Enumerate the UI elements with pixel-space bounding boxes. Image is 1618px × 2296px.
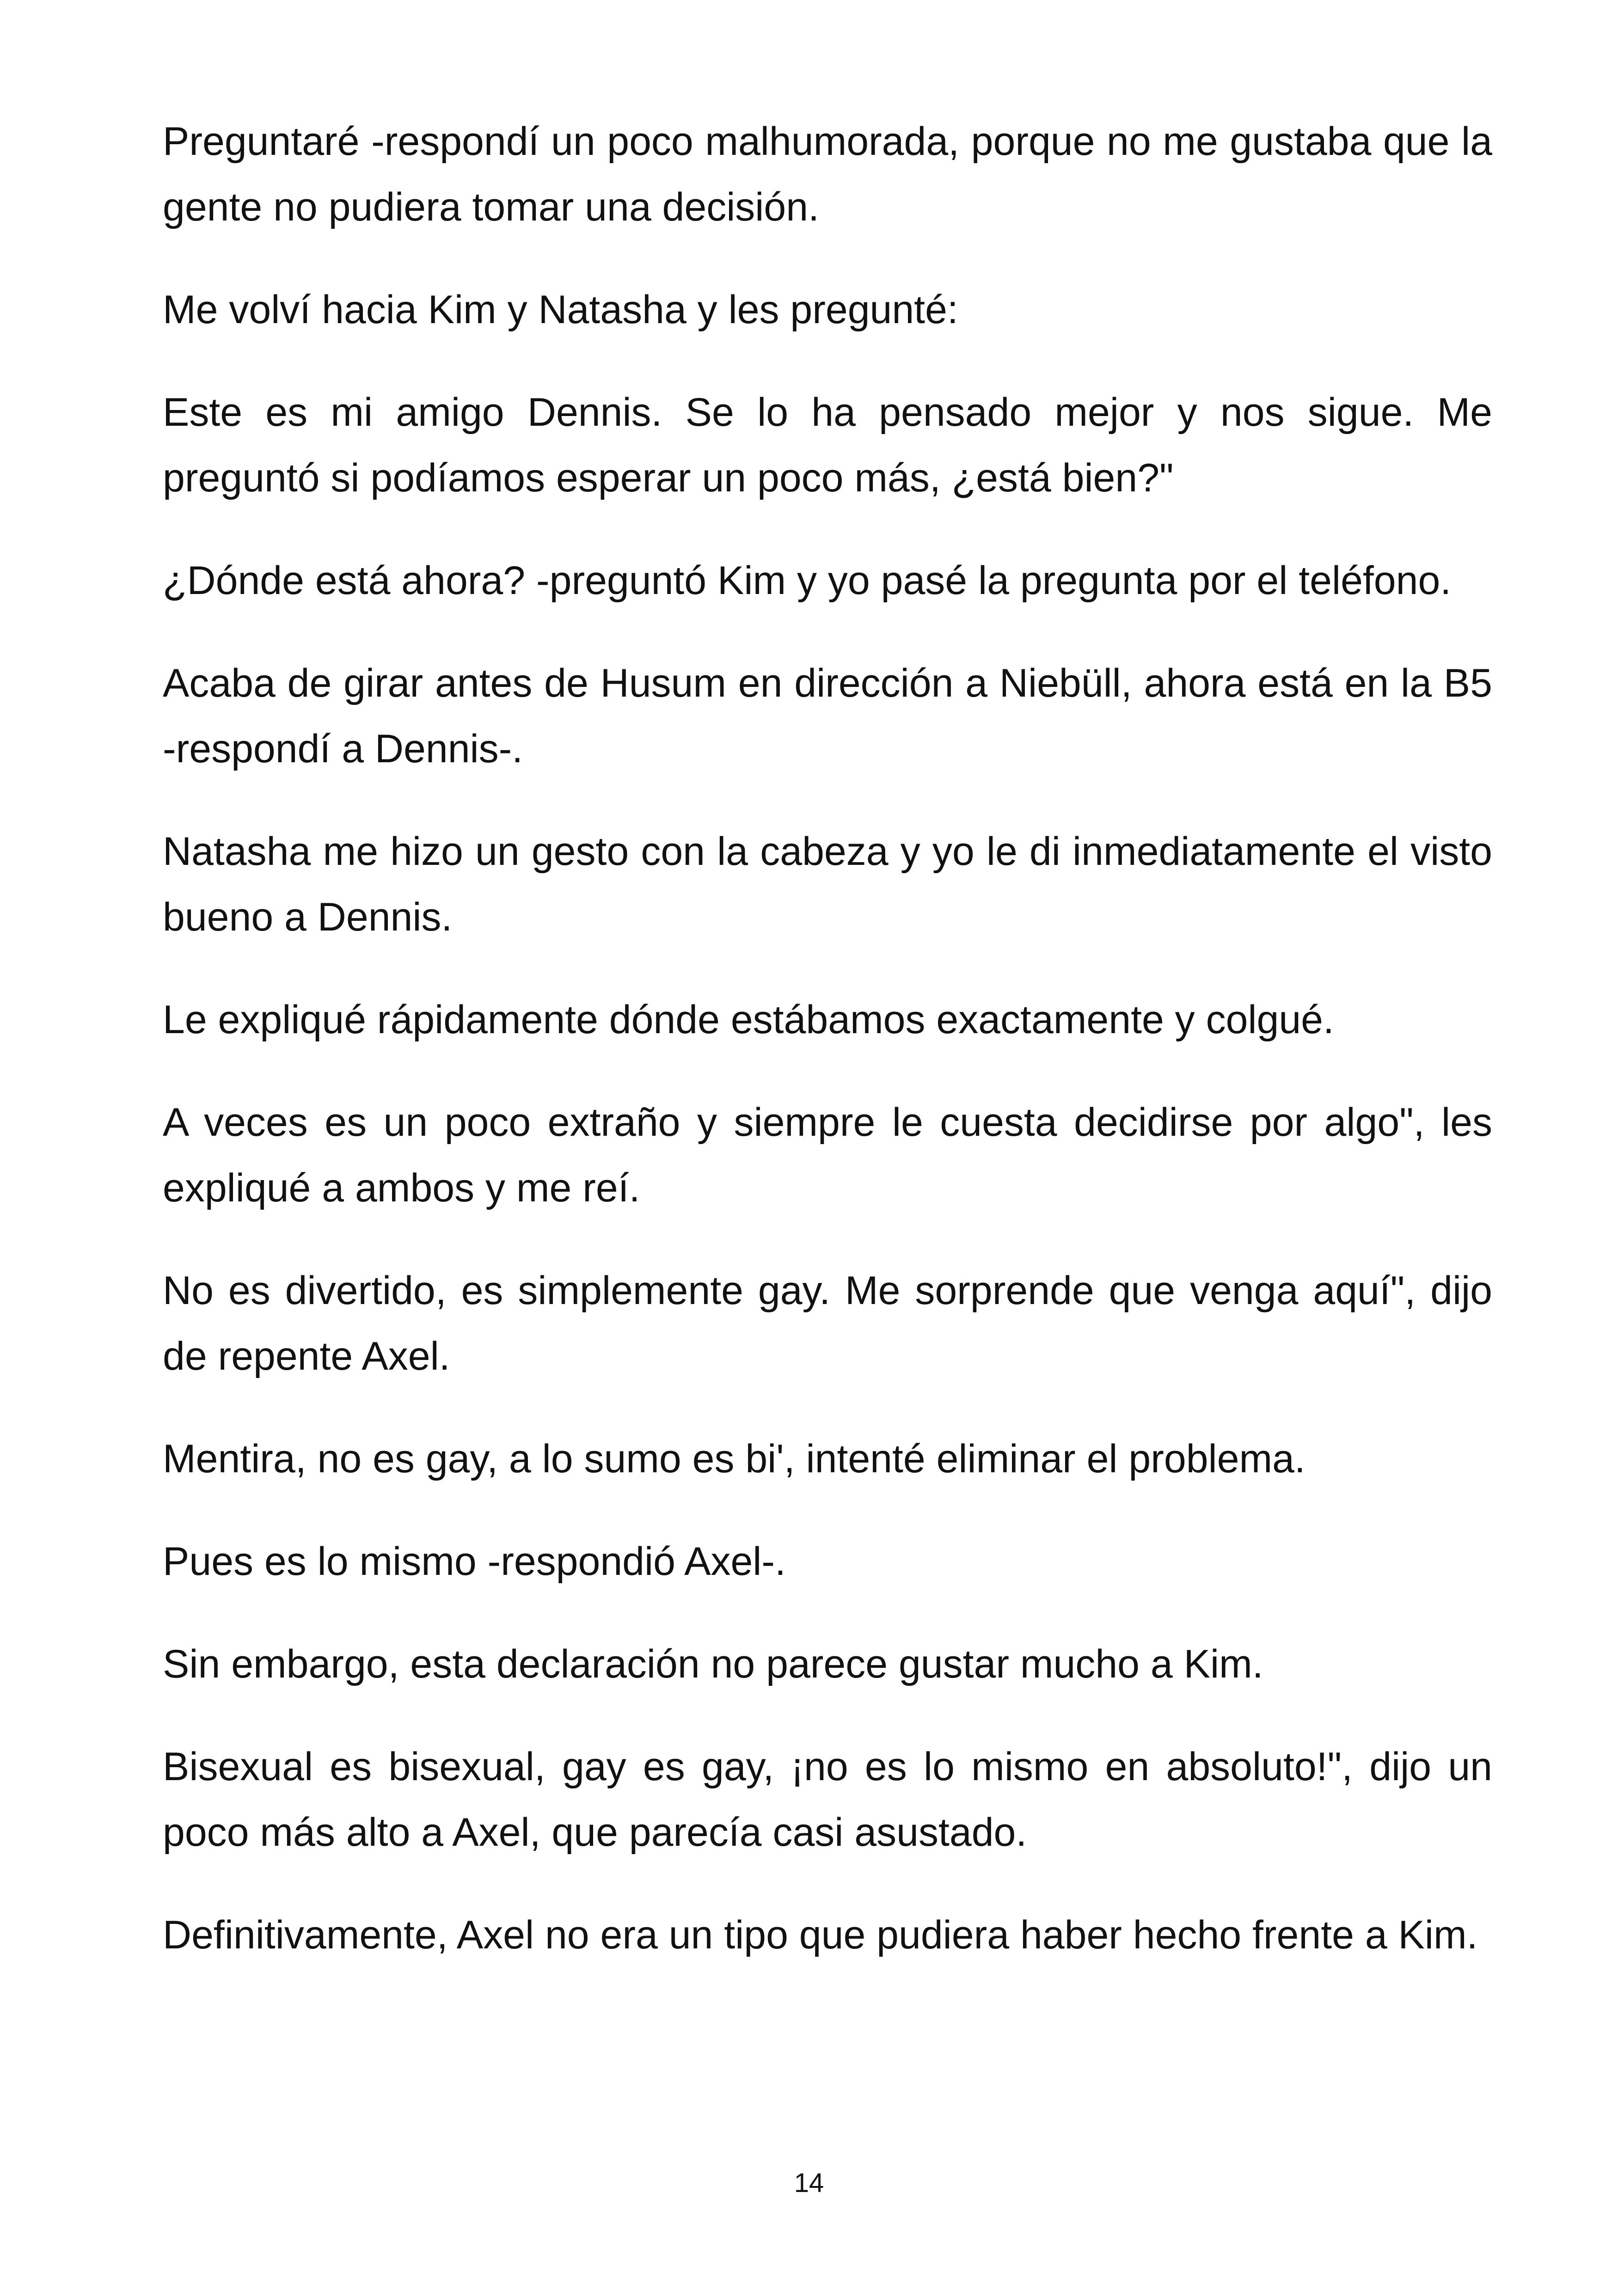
- paragraph: Bisexual es bisexual, gay es gay, ¡no es lo mismo en absoluto!", dijo un poco más alto a Axel, que parecía casi asustado.: [163, 1745, 1492, 1855]
- page-number: 14: [794, 2168, 824, 2198]
- paragraph: Acaba de girar antes de Husum en dirección a Niebüll, ahora está en la B5 -respondí a Dennis-.: [163, 661, 1492, 771]
- paragraph: Le expliqué rápidamente dónde estábamos exactamente y colgué.: [163, 998, 1334, 1042]
- paragraph: ¿Dónde está ahora? -preguntó Kim y yo pasé la pregunta por el teléfono.: [163, 558, 1452, 603]
- paragraph: Este es mi amigo Dennis. Se lo ha pensado mejor y nos sigue. Me preguntó si podíamos esperar un poco más, ¿está bien?": [163, 390, 1492, 500]
- paragraph: No es divertido, es simplemente gay. Me sorprende que venga aquí", dijo de repente Axel.: [163, 1268, 1492, 1378]
- paragraph: Sin embargo, esta declaración no parece gustar mucho a Kim.: [163, 1642, 1263, 1686]
- paragraph: Natasha me hizo un gesto con la cabeza y yo le di inmediatamente el visto bueno a Dennis.: [163, 829, 1492, 939]
- paragraph: A veces es un poco extraño y siempre le cuesta decidirse por algo", les expliqué a ambos y me reí.: [163, 1100, 1492, 1210]
- paragraph: Mentira, no es gay, a lo sumo es bi', intenté eliminar el problema.: [163, 1437, 1305, 1481]
- paragraph: Definitivamente, Axel no era un tipo que pudiera haber hecho frente a Kim.: [163, 1913, 1478, 1957]
- paragraph: Preguntaré -respondí un poco malhumorada, porque no me gustaba que la gente no pudiera tomar una decisión.: [163, 119, 1492, 229]
- paragraph: Me volví hacia Kim y Natasha y les pregunté:: [163, 288, 958, 332]
- body-text: [163, 109, 1492, 2005]
- paragraph: Pues es lo mismo -respondió Axel-.: [163, 1539, 786, 1584]
